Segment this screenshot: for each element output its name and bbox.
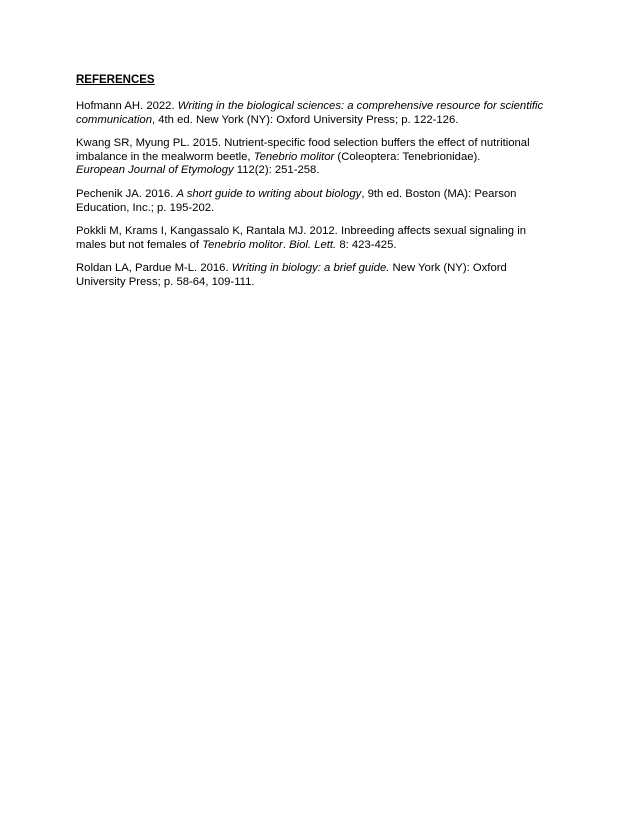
reference-line [76, 150, 546, 165]
reference-text: New York (NY): Oxford [389, 262, 507, 275]
reference-line [76, 262, 546, 276]
reference-italic-text: Tenebrio molitor [202, 238, 283, 251]
reference-text: Pokkli M, Krams I, Kangassalo K, Rantala MJ. 2012. Inbreeding affects sexual signaling in [76, 225, 527, 238]
reference-italic-text: A short guide to writing about biology [176, 187, 362, 200]
reference-text: Education, Inc.; p. 195-202. [76, 201, 215, 214]
reference-text: males but not females of [76, 238, 203, 251]
reference-line [76, 275, 546, 290]
reference-line [76, 201, 546, 216]
reference-text: Pechenik JA. 2016. [76, 187, 177, 200]
reference-line [76, 187, 546, 202]
reference-text: (Coleoptera: Tenebrionidae). [334, 150, 481, 163]
reference-text: . [282, 238, 290, 251]
reference-italic-text: Writing in biology: a brief guide. [231, 262, 390, 275]
reference-text: 8: 423-425. [336, 238, 397, 251]
reference-italic-text: European Journal of Etymology [76, 164, 234, 177]
reference-entry [76, 100, 546, 127]
reference-text: imbalance in the mealworm beetle, [76, 150, 254, 163]
reference-line [76, 113, 546, 128]
reference-text: , 9th ed. Boston (MA): Pearson [361, 187, 517, 200]
reference-italic-text: Tenebrio molitor [253, 150, 335, 163]
reference-text: 112(2): 251-258. [233, 164, 320, 177]
reference-italic-text: Writing in the biological sciences: a comprehensive resource for scientific [177, 100, 544, 112]
reference-text: Kwang SR, Myung PL. 2015. Nutrient-specific food selection buffers the effect of nutritional [76, 137, 530, 150]
reference-line [76, 137, 546, 151]
reference-line [76, 238, 546, 253]
reference-entry [76, 188, 546, 215]
reference-entry [76, 137, 546, 178]
reference-text: University Press; p. 58-64, 109-111. [76, 275, 255, 288]
reference-text: Roldan LA, Pardue M-L. 2016. [76, 262, 232, 275]
reference-text: , 4th ed. New York (NY): Oxford University Press; p. 122-126. [151, 113, 459, 126]
references-list [76, 100, 546, 300]
reference-italic-text: Biol. Lett. [289, 238, 337, 251]
reference-line [76, 225, 546, 239]
reference-line [76, 164, 546, 178]
reference-text: Hofmann AH. 2022. [76, 100, 178, 112]
reference-entry [76, 225, 546, 252]
reference-line [76, 100, 546, 114]
references-heading: REFERENCES [76, 74, 155, 86]
reference-italic-text: communication [76, 113, 152, 126]
reference-entry [76, 262, 546, 289]
